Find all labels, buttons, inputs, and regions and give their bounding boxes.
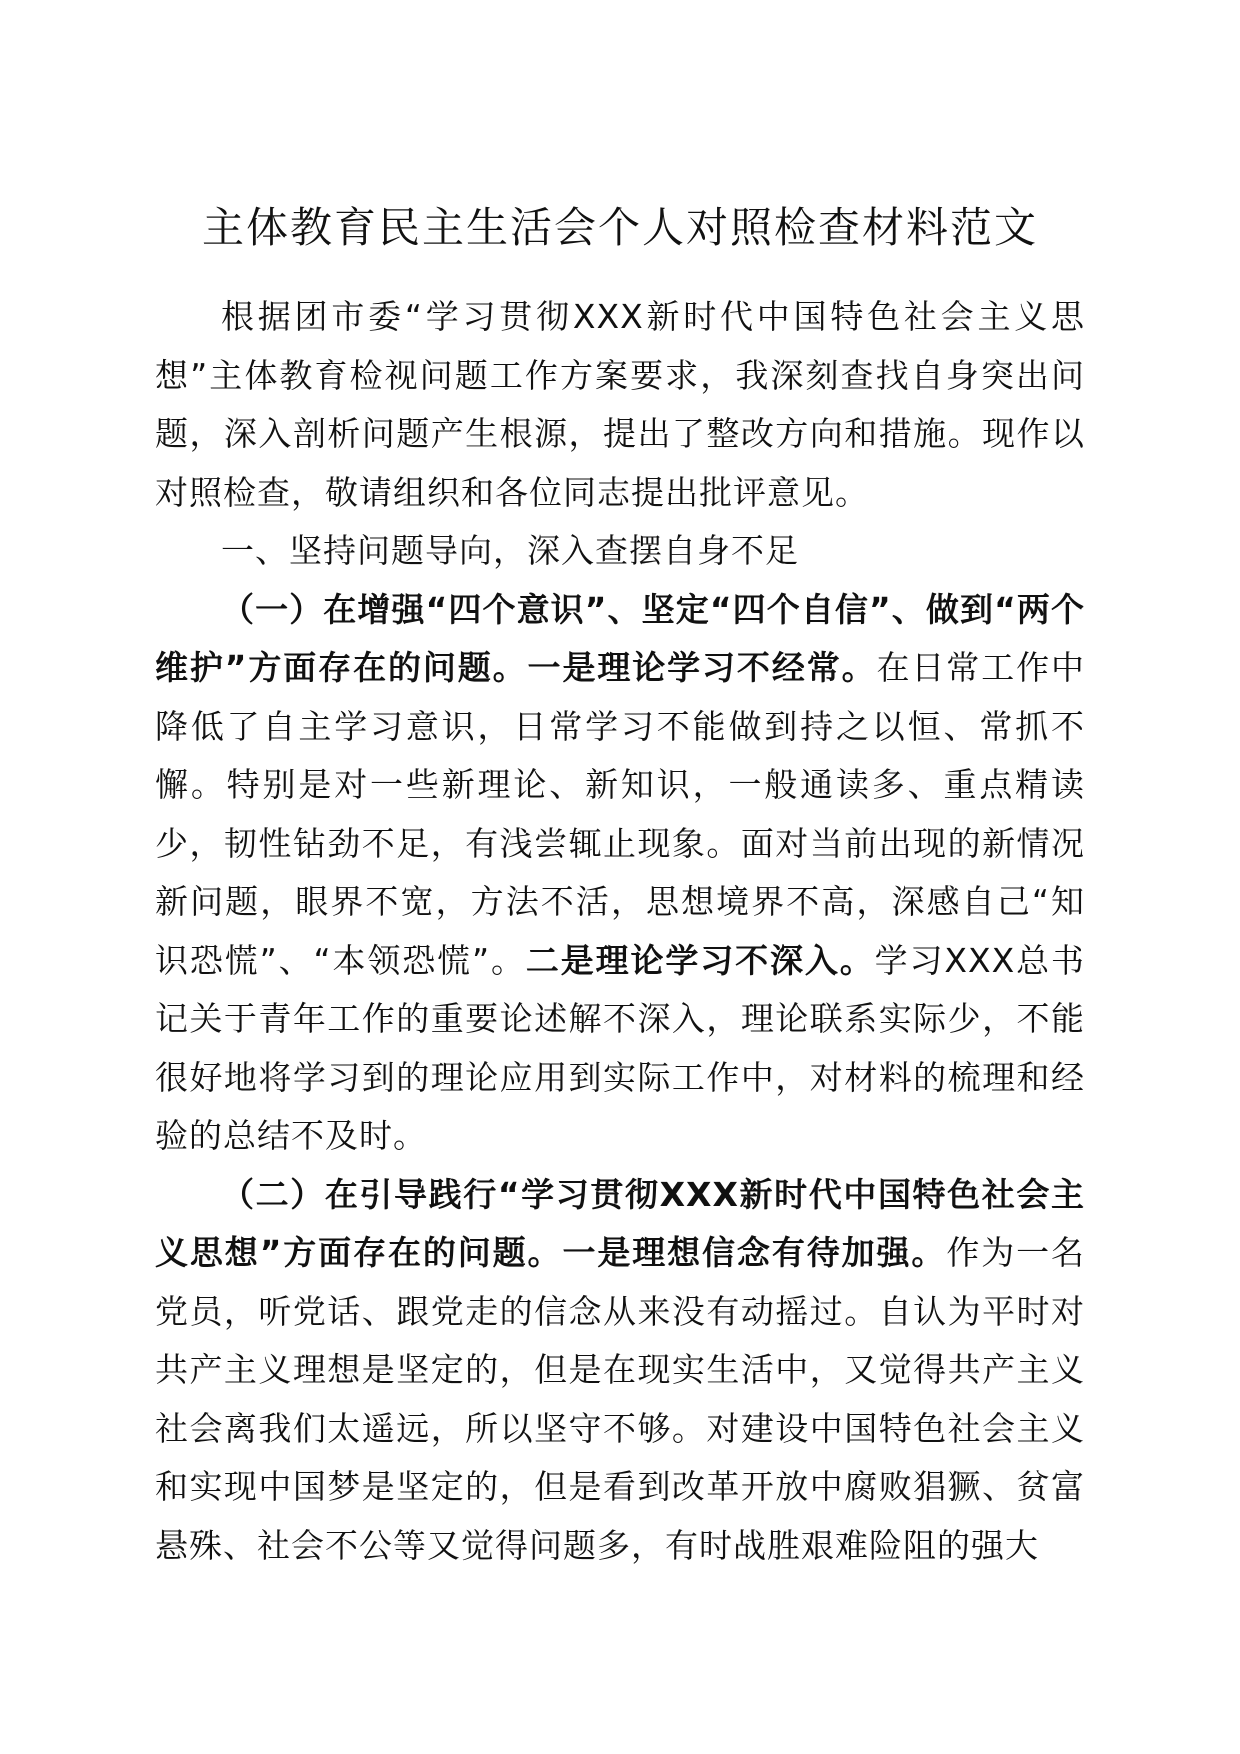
part-two-point-one-title: 一是理想信念有待加强。 (562, 1233, 947, 1272)
section-heading: 一、坚持问题导向，深入查摆自身不足 (221, 531, 799, 570)
part-one-paragraph (155, 581, 1085, 1166)
part-one-point-two-text: 学习XXX总书记关于青年工作的重要论述解不深入，理论联系实际少，不能很好地将学习到的理论应用到实际工作中，对材料的梳理和经验的总结不及时。 (155, 940, 1086, 1155)
part-one-point-one-title: 一是理论学习不经常。 (527, 648, 877, 687)
part-one-point-two-title: 二是理论学习不深入。 (525, 940, 875, 980)
part-two-heading: （二）在引导践行“学习贯彻XXX新时代中国特色社会主义思想”方面存在的问题。 (155, 1174, 1085, 1272)
document-title: 主体教育民主生活会个人对照检查材料范文 (201, 203, 1038, 252)
part-one-point-one-text: 在日常工作中降低了自主学习意识，日常学习不能做到持之以恒、常抓不懈。特别是对一些新理论、新知识，一般通读多、重点精读少，韧性钻劲不足，有浅尝辄止现象。面对当前出现的新情况新问题，眼界不宽，方法不活，思想境界不高，深感自己“知识恐慌”、“本领恐慌”。 (155, 648, 1085, 980)
part-one-heading: （一）在增强“四个意识”、坚定“四个自信”、做到“两个维护”方面存在的问题。 (155, 589, 1085, 687)
intro-paragraph: 根据团市委“学习贯彻XXX新时代中国特色社会主义思想”主体教育检视问题工作方案要求，我深刻查找自身突出问题，深入剖析问题产生根源，提出了整改方向和措施。现作以对照检查，敬请组织和各位同志提出批评意见。 (155, 297, 1085, 512)
part-two-point-one-text: 作为一名党员，听党话、跟党走的信念从来没有动摇过。自认为平时对共产主义理想是坚定的，但是在现实生活中，又觉得共产主义社会离我们太遥远，所以坚守不够。对建设中国特色社会主义和实现中国梦是坚定的，但是看到改革开放中腐败猖獗、贫富悬殊、社会不公等又觉得问题多，有时战胜艰难险阻的强大 (155, 1233, 1086, 1565)
document-body (155, 288, 1085, 1575)
part-two-paragraph (155, 1166, 1085, 1576)
